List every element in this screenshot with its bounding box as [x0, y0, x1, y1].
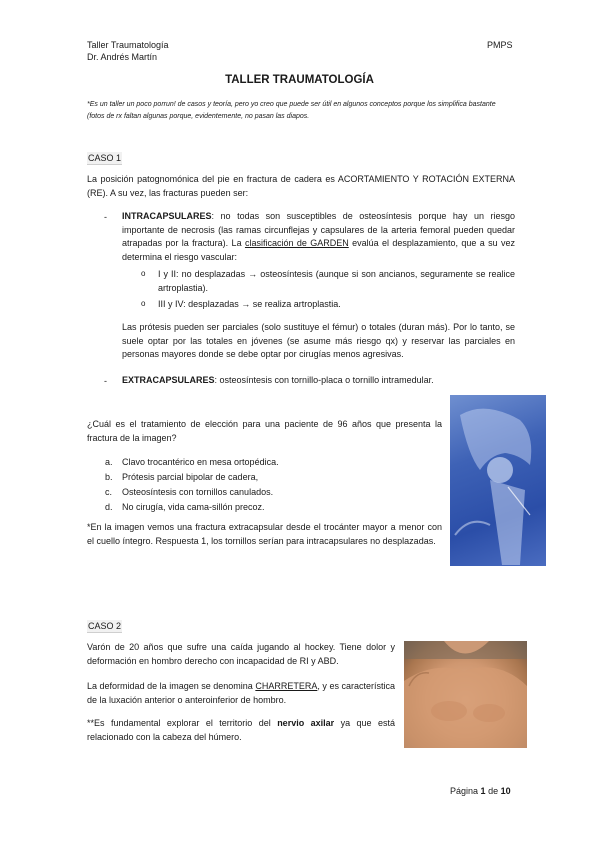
xray-drawing: [450, 395, 546, 566]
extracapsular-text: : osteosíntesis con tornillo-placa o tornillo intramedular.: [214, 375, 434, 385]
page-number: [450, 786, 511, 796]
case2-deformity: [87, 680, 395, 707]
case1-question: ¿Cuál es el tratamiento de elección para una paciente de 96 años que presenta la fractura de la imagen?: [87, 419, 442, 443]
header-right: PMPS: [487, 40, 513, 50]
extracapsular-paragraph: [122, 374, 515, 388]
option-c: Osteosíntesis con tornillos canulados.: [122, 487, 274, 497]
sub-bullet: o: [141, 299, 146, 308]
option-a: Clavo trocantérico en mesa ortopédica.: [122, 457, 279, 467]
protesis-paragraph: Las prótesis pueden ser parciales (solo sustituye el fémur) o totales (duran más). Por lo tanto, se suele optar por las totales en jóvenes (se asume más riesgo qx) y reservar las parciales en personas mayores donde se debe optar por cirugías menos agresivas.: [122, 322, 515, 359]
intracapsular-text-b: evalúa el desplazamiento, que a su vez determina el riesgo vascular:: [122, 238, 515, 262]
hip-xray-image: [450, 395, 546, 566]
option-letter-a: a.: [105, 457, 113, 467]
case2-deformity-text-b: , y es característica de la luxación anterior o anteroinferior de hombro.: [87, 681, 396, 705]
extracapsular-label: EXTRACAPSULARES: [122, 375, 215, 385]
intro-note: *Es un taller un poco porrun! de casos y teoría, pero yo creo que puede ser útil en algunos conceptos porque los simplifica bastante (fotos de rx faltan algunas porque, evidentemente, no pasan las diapos.: [87, 101, 496, 120]
option-b: Prótesis parcial bipolar de cadera,: [122, 472, 259, 482]
bullet-dash: -: [104, 376, 107, 386]
case2-intro: Varón de 20 años que sufre una caída jugando al hockey. Tiene dolor y deformación en hombro derecho con incapacidad de RI y ABD.: [87, 642, 395, 666]
intracapsular-label: INTRACAPSULARES: [122, 211, 212, 221]
total-pages: 10: [500, 786, 511, 796]
case1-intro-paragraph: La posición patognomónica del pie en fractura de cadera es ACORTAMIENTO Y ROTACIÓN EXTERNA (RE). A su vez, las fracturas pueden ser:: [87, 174, 515, 198]
charretera-link[interactable]: CHARRETERA: [255, 681, 318, 691]
case2-note-text-a: **Es fundamental explorar el territorio del: [87, 718, 278, 728]
sub-bullet: o: [141, 269, 146, 278]
header-title: Taller Traumatología: [87, 40, 169, 50]
of-word: de: [488, 786, 499, 796]
case2-note-text-b: ya que está relacionado con la cabeza del húmero.: [87, 718, 395, 742]
current-page: 1: [480, 786, 486, 796]
axillary-nerve: nervio axilar: [277, 718, 335, 728]
shoulder-drawing: [404, 641, 527, 748]
garden-i-ii: I y II: no desplazadas → osteosíntesis (aunque si son ancianos, seguramente se realice artroplastia).: [158, 269, 515, 293]
intracapsular-paragraph: [122, 210, 515, 264]
garden-link[interactable]: clasificación de GARDEN: [244, 238, 349, 248]
case1-label: CASO 1: [88, 153, 122, 163]
intracapsular-text-a: : no todas son susceptibles de osteosíntesis porque hay un riesgo importante de necrosis (las ramas circunflejas y capsulares de la arteria femoral pueden quedar atrapadas por la fractura). La: [122, 211, 515, 248]
header-author: Dr. Andrés Martín: [87, 52, 158, 62]
option-d: No cirugía, vida cama-sillón precoz.: [122, 502, 265, 512]
garden-iii-iv: III y IV: desplazadas → se realiza artroplastia.: [158, 299, 341, 309]
case2-label: CASO 2: [88, 621, 122, 631]
case2-note: [87, 717, 395, 744]
option-letter-c: c.: [105, 487, 113, 497]
option-letter-b: b.: [105, 472, 113, 482]
page-title: TALLER TRAUMATOLOGÍA: [225, 74, 374, 86]
case2-deformity-text-a: La deformidad de la imagen se denomina: [87, 681, 256, 691]
case1-answer: *En la imagen vemos una fractura extracapsular desde el trocánter mayor a menor con el cuello íntegro. Respuesta 1, los tornillos serían para intracapsulares no desplazadas.: [87, 522, 442, 546]
page-word: Página: [450, 786, 479, 796]
shoulder-photo: [404, 641, 527, 748]
option-letter-d: d.: [105, 502, 113, 512]
bullet-dash: -: [104, 212, 107, 222]
